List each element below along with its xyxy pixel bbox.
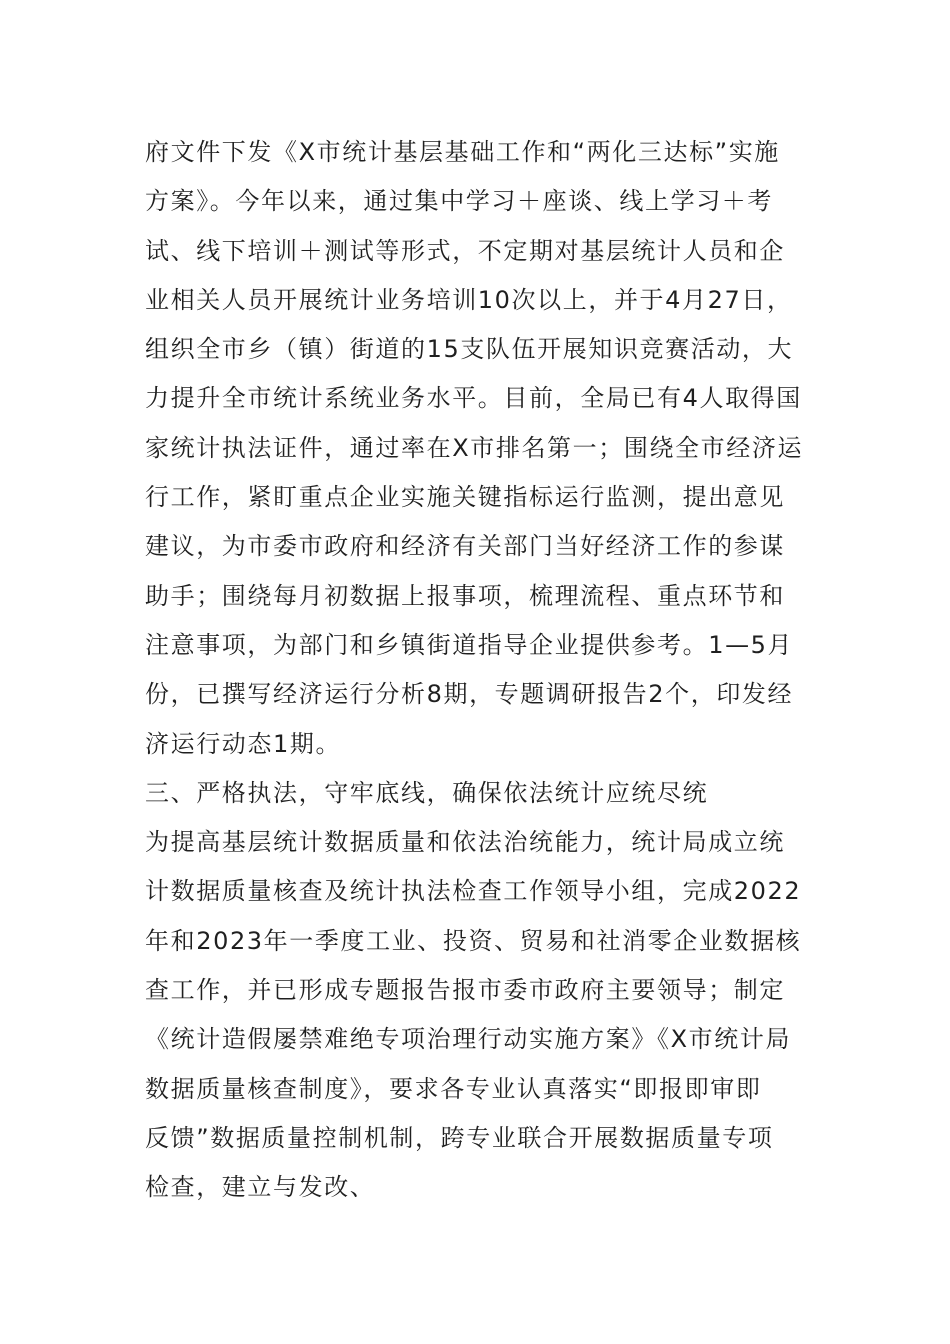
text-line: 《统计造假屡禁难绝专项治理行动实施方案》《X市统计局 [145,1025,792,1054]
text-line: 济运行动态1期。 [145,729,342,758]
text-line: 数据质量核查制度》，要求各专业认真落实“即报即审即 [145,1074,762,1103]
text-line: 府文件下发《X市统计基层基础工作和“两化三达标”实施 [145,138,780,166]
text-line: 反馈”数据质量控制机制，跨专业联合开展数据质量专项 [145,1123,774,1152]
text-line: 组织全市乡（镇）街道的15支队伍开展知识竞赛活动，大 [145,335,794,364]
text-line: 查工作，并已形成专题报告报市委市政府主要领导；制定 [145,976,785,1005]
body-text [145,128,815,1213]
text-line: 力提升全市统计系统业务水平。目前，全局已有4人取得国 [145,384,802,413]
text-line: 试、线下培训＋测试等形式，不定期对基层统计人员和企 [145,236,785,265]
text-line: 建议，为市委市政府和经济有关部门当好经济工作的参谋 [145,532,785,561]
text-line: 检查，建立与发改、 [145,1173,376,1202]
text-line: 份，已撰写经济运行分析8期，专题调研报告2个，印发经 [145,680,794,709]
text-line: 注意事项，为部门和乡镇街道指导企业提供参考。1—5月 [145,630,794,659]
text-line: 家统计执法证件，通过率在X市排名第一；围绕全市经济运 [145,433,804,462]
text-line: 年和2023年一季度工业、投资、贸易和社消零企业数据核 [145,926,802,955]
text-line: 业相关人员开展统计业务培训10次以上，并于4月27日， [145,285,793,314]
text-line: 行工作，紧盯重点企业实施关键指标运行监测，提出意见 [145,483,785,512]
text-line: 为提高基层统计数据质量和依法治统能力，统计局成立统 [145,828,785,857]
section-heading: 三、严格执法，守牢底线，确保依法统计应统尽统 [145,778,709,807]
text-line: 方案》。今年以来，通过集中学习＋座谈、线上学习＋考 [145,187,773,216]
text-line: 计数据质量核查及统计执法检查工作领导小组，完成2022 [145,877,802,906]
text-line: 助手；围绕每月初数据上报事项，梳理流程、重点环节和 [145,581,785,610]
